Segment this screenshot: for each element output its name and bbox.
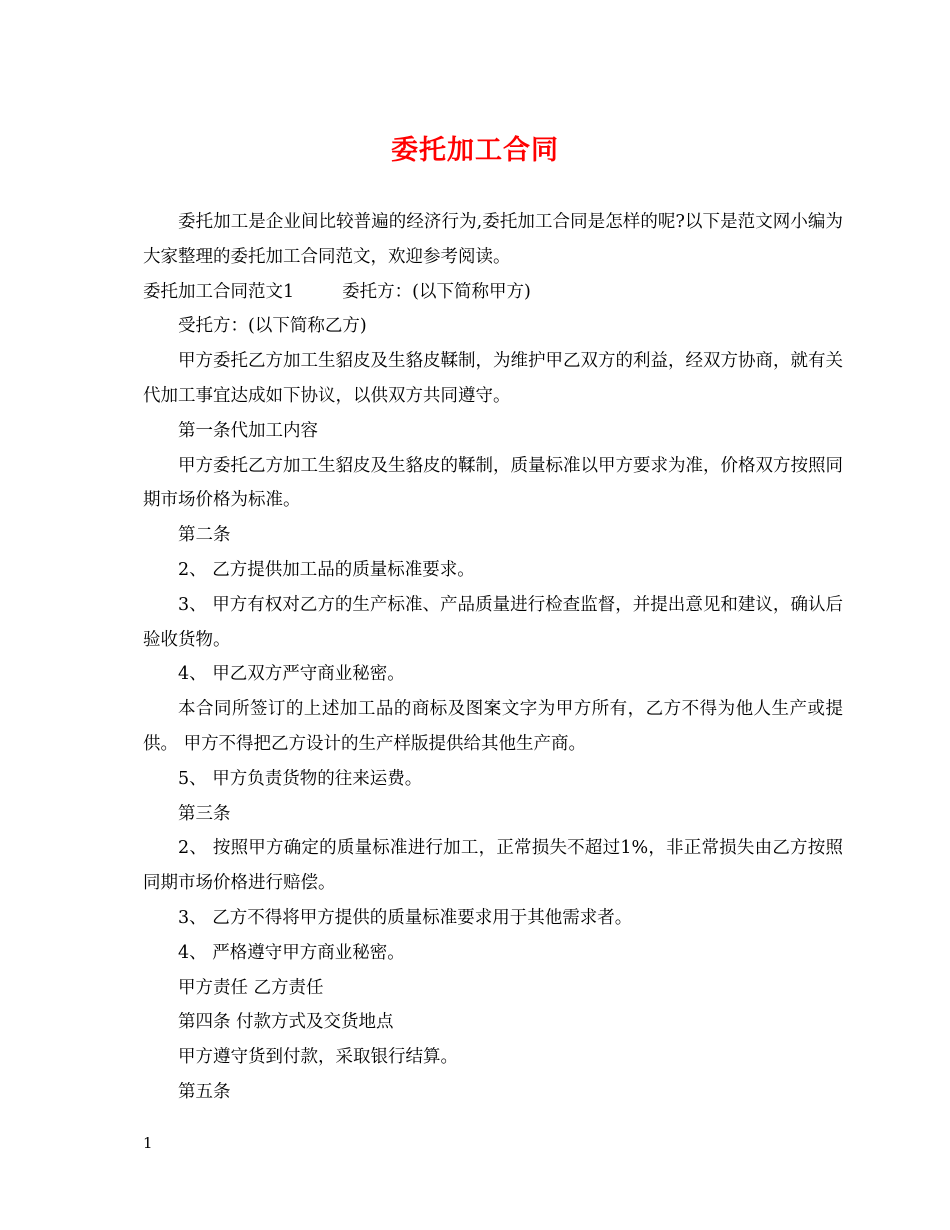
document-title: 委托加工合同: [391, 135, 559, 166]
clause-heading: 第五条: [178, 1081, 231, 1102]
clause-item: 3、 乙方不得将甲方提供的质量标准要求用于其他需求者。: [178, 907, 633, 928]
clause-heading: 第四条 付款方式及交货地点: [178, 1012, 394, 1033]
page-number: 1: [143, 1134, 153, 1152]
sample-heading-line: [143, 275, 843, 310]
document-body: [143, 205, 843, 1110]
clause-item: 5、 甲方负责货物的往来运费。: [178, 768, 423, 789]
clause-item: 4、 严格遵守甲方商业秘密。: [178, 942, 405, 963]
clause-heading: 第三条: [178, 803, 231, 824]
paragraph: 甲方责任 乙方责任: [178, 977, 324, 998]
clause-item: 4、 甲乙双方严守商业秘密。: [178, 664, 405, 685]
clause-heading: 第二条: [178, 525, 231, 546]
clause-item: 2、 按照甲方确定的质量标准进行加工，正常损失不超过1%，非正常损失由乙方按照同期市场价格进行赔偿。: [143, 838, 843, 894]
party-a-line: 委托方：(以下简称甲方): [342, 281, 531, 302]
paragraph: 甲方遵守货到付款，采取银行结算。: [178, 1047, 458, 1068]
paragraph: 本合同所签订的上述加工品的商标及图案文字为甲方所有，乙方不得为他人生产或提供。 甲方不得把乙方设计的生产样版提供给其他生产商。: [143, 699, 843, 754]
clause-heading: 第一条代加工内容: [178, 420, 318, 441]
sample-heading: 委托加工合同范文1: [143, 281, 295, 302]
clause-item: 3、 甲方有权对乙方的生产标准、产品质量进行检查监督，并提出意见和建议，确认后验收货物。: [143, 594, 843, 650]
party-b-line: 受托方：(以下简称乙方): [178, 316, 367, 337]
clause-item: 2、 乙方提供加工品的质量标准要求。: [178, 559, 475, 580]
intro-paragraph: 委托加工是企业间比较普遍的经济行为,委托加工合同是怎样的呢?以下是范文网小编为大家整理的委托加工合同范文，欢迎参考阅读。: [143, 212, 843, 267]
paragraph: 甲方委托乙方加工生貂皮及生貉皮鞣制，为维护甲乙双方的利益，经双方协商，就有关代加工事宜达成如下协议，以供双方共同遵守。: [143, 351, 843, 406]
paragraph: 甲方委托乙方加工生貂皮及生貉皮的鞣制，质量标准以甲方要求为准，价格双方按照同期市场价格为标准。: [143, 455, 843, 511]
